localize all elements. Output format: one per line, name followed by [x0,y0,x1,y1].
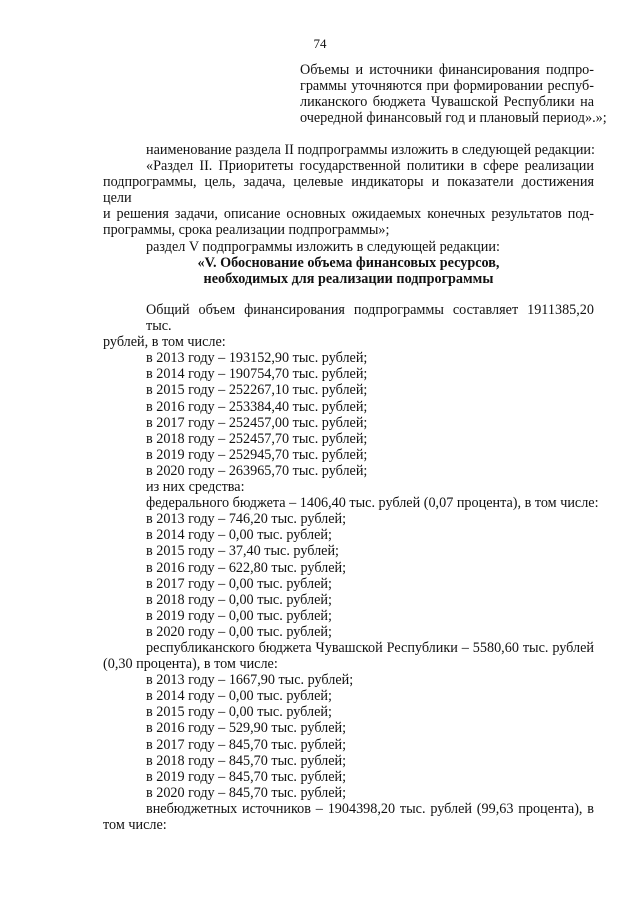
section2-line: программы, срока реализации подпрограммы»; [103,222,390,239]
section2-line: и решения задачи, описание основных ожидаемых конечных результатов под- [103,206,594,223]
list-item: в 2017 году – 0,00 тыс. рублей; [146,575,332,592]
extrabudget-line: том числе: [103,817,167,833]
list-item: в 2020 году – 0,00 тыс. рублей; [146,623,332,640]
republic-budget-line: (0,30 процента), в том числе: [103,656,278,673]
list-item: в 2016 году – 253384,40 тыс. рублей; [146,398,368,415]
list-item: в 2015 году – 37,40 тыс. рублей; [146,543,339,560]
heading-line: необходимых для реализации подпрограммы [203,271,494,288]
list-item: в 2019 году – 0,00 тыс. рублей; [146,607,332,624]
list-item: в 2016 году – 622,80 тыс. рублей; [146,559,347,576]
republic-budget-line: республиканского бюджета Чувашской Республики – 5580,60 тыс. рублей [146,639,594,656]
list-item: в 2013 году – 193152,90 тыс. рублей; [146,350,368,367]
quote-line: очередной финансовый год и плановый период».»; [300,110,607,127]
section-5-heading [103,255,594,287]
republic-by-year-list [103,672,594,801]
quote-line: граммы уточняются при формировании респуб- [300,78,594,95]
list-item: в 2013 году – 746,20 тыс. рублей; [146,511,347,528]
list-item: в 2014 году – 0,00 тыс. рублей; [146,527,332,544]
total-line: Общий объем финансирования подпрограммы составляет 1911385,20 тыс. [146,302,594,335]
list-item: в 2019 году – 845,70 тыс. рублей; [146,768,347,785]
financing-body [103,302,599,833]
quoted-closing-paragraph [300,62,607,127]
list-item: в 2019 году – 252945,70 тыс. рублей; [146,446,368,463]
quote-line: Объемы и источники финансирования подпро- [300,62,594,78]
list-item: в 2018 году – 0,00 тыс. рублей; [146,591,332,608]
list-item: в 2014 году – 0,00 тыс. рублей; [146,688,332,705]
total-line: рублей, в том числе: [103,334,226,351]
list-item: в 2018 году – 845,70 тыс. рублей; [146,752,347,769]
section2-line: «Раздел II. Приоритеты государственной политики в сфере реализации [146,158,594,175]
federal-by-year-list [103,511,594,640]
list-item: в 2017 году – 252457,00 тыс. рублей; [146,414,368,431]
quote-line: ликанского бюджета Чувашской Республики на [300,94,594,111]
list-item: в 2017 году – 845,70 тыс. рублей; [146,736,347,753]
total-by-year-list [103,350,594,479]
list-item: в 2014 году – 190754,70 тыс. рублей; [146,366,368,383]
list-item: в 2018 году – 252457,70 тыс. рублей; [146,430,368,447]
paragraph-section5: раздел V подпрограммы изложить в следующей редакции: [146,238,500,255]
list-item: в 2015 году – 0,00 тыс. рублей; [146,704,332,721]
list-item: в 2016 году – 529,90 тыс. рублей; [146,720,347,737]
section-2-amendment [103,142,594,255]
list-item: в 2020 году – 263965,70 тыс. рублей; [146,462,368,479]
page-number: 74 [313,36,327,51]
paragraph-section2-name: наименование раздела II подпрограммы изложить в следующей редакции: [146,142,595,158]
federal-budget-line: федерального бюджета – 1406,40 тыс. рублей (0,07 процента), в том числе: [146,495,599,512]
of-which-label: из них средства: [146,479,245,496]
list-item: в 2015 году – 252267,10 тыс. рублей; [146,382,368,399]
extrabudget-line: внебюджетных источников – 1904398,20 тыс. рублей (99,63 процента), в [146,800,594,817]
heading-line: «V. Обоснование объема финансовых ресурсов, [197,255,500,271]
list-item: в 2013 году – 1667,90 тыс. рублей; [146,672,354,689]
list-item: в 2020 году – 845,70 тыс. рублей; [146,784,347,801]
section2-line: подпрограммы, цель, задача, целевые индикаторы и показатели достижения цели [103,174,594,207]
